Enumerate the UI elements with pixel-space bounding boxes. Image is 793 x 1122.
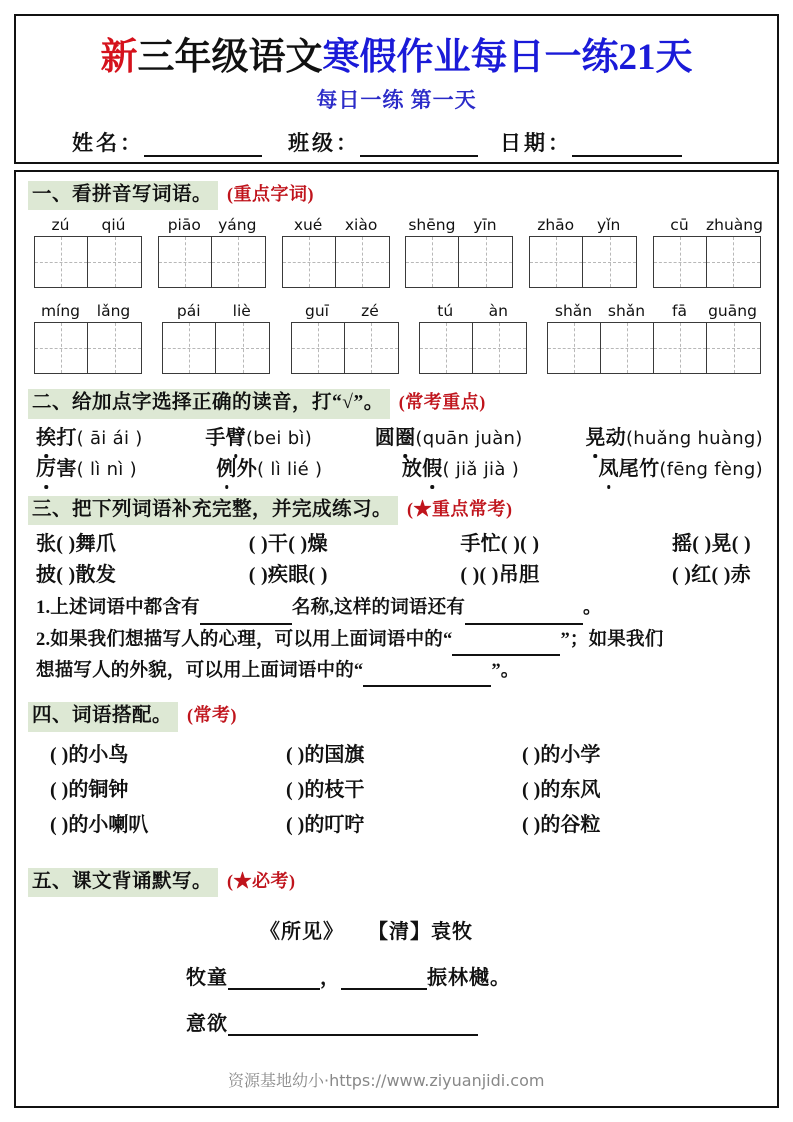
idiom-blank-item[interactable]: 手忙( )( ) xyxy=(460,533,540,556)
collocation-item[interactable]: ( )的小鸟 xyxy=(50,743,129,766)
pronunciation-item[interactable] xyxy=(375,423,523,454)
pinyin-label: shǎn xyxy=(607,302,646,321)
word-suffix: 害 xyxy=(56,457,77,480)
reading-options[interactable]: ( jiǎ jià ) xyxy=(442,458,520,480)
section-3-row-1 xyxy=(28,529,765,560)
title-part-black: 三年级语文 xyxy=(137,37,323,78)
pinyin-label: lǎng xyxy=(96,302,131,321)
tianzige-cell[interactable] xyxy=(88,323,141,373)
section-3-question-2-cont xyxy=(28,656,765,687)
tianzige-cell[interactable] xyxy=(345,323,398,373)
tianzige-cell[interactable] xyxy=(159,237,212,287)
watermark-text: 资源基地幼小·https://www.ziyuanjidi.com xyxy=(228,1071,545,1090)
dotted-char: 假 xyxy=(422,454,442,485)
verse2-text-a: 意欲 xyxy=(186,1013,228,1036)
tianzige-cell[interactable] xyxy=(420,323,473,373)
section-3-row-2 xyxy=(28,560,765,591)
dotted-char: 例 xyxy=(216,454,236,485)
poem-title-line xyxy=(28,915,765,944)
pinyin-label: xiào xyxy=(344,216,378,235)
pinyin-label: zhuàng xyxy=(705,216,763,235)
poem-title: 《所见》 xyxy=(260,921,344,944)
pinyin-label: zú xyxy=(51,216,70,235)
pinyin-label: pái xyxy=(176,302,201,321)
collocation-item[interactable]: ( )的铜钟 xyxy=(50,778,129,801)
reading-options[interactable]: ( āi ái ) xyxy=(76,427,143,449)
tianzige-cell[interactable] xyxy=(583,237,636,287)
pronunciation-item[interactable] xyxy=(216,454,322,485)
pinyin-row-2 xyxy=(28,302,765,374)
tianzige-cell[interactable] xyxy=(707,237,760,287)
section-4-row-3 xyxy=(28,808,765,843)
tianzige-cell[interactable] xyxy=(212,237,265,287)
reading-options[interactable]: ( lì lié ) xyxy=(257,458,323,480)
section-5-title: 五、课文背诵默写。 xyxy=(28,868,218,897)
verse2-blank-1[interactable] xyxy=(228,1034,478,1036)
exercise-body xyxy=(14,170,779,1108)
pronunciation-item[interactable] xyxy=(36,454,137,485)
section-4-tag: (常考) xyxy=(187,705,238,726)
q2-text-a: 2.如果我们想描写人的心理，可以用上面词语中的“ xyxy=(36,629,453,650)
q2-blank-2[interactable] xyxy=(363,685,491,687)
tianzige-cell[interactable] xyxy=(88,237,141,287)
tianzige-cell[interactable] xyxy=(530,237,583,287)
section-4-row-2 xyxy=(28,773,765,808)
idiom-blank-item[interactable]: ( )疾眼( ) xyxy=(248,564,328,587)
collocation-item[interactable]: ( )的谷粒 xyxy=(522,813,601,836)
section-5-heading xyxy=(28,867,765,897)
collocation-item[interactable]: ( )的东风 xyxy=(522,778,601,801)
section-3-question-2 xyxy=(28,625,765,656)
pinyin-group xyxy=(419,302,527,374)
tianzige-cell[interactable] xyxy=(654,323,707,373)
q2-text-d: ”。 xyxy=(491,661,520,681)
tianzige-cell[interactable] xyxy=(459,237,512,287)
pinyin-group xyxy=(158,216,266,288)
section-3-heading xyxy=(28,495,765,525)
section-2-title: 二、给加点字选择正确的读音，打“√”。 xyxy=(28,389,390,418)
collocation-item[interactable]: ( )的国旗 xyxy=(286,743,365,766)
page-subtitle: 每日一练 第一天 xyxy=(316,88,477,112)
tianzige-cell[interactable] xyxy=(35,237,88,287)
dotted-char: 凤 xyxy=(598,454,618,485)
pinyin-group xyxy=(547,302,761,374)
class-field[interactable] xyxy=(360,155,478,157)
tianzige-cell[interactable] xyxy=(216,323,269,373)
tianzige-cell[interactable] xyxy=(292,323,345,373)
tianzige-cell[interactable] xyxy=(473,323,526,373)
pinyin-label: fā xyxy=(672,302,687,321)
word-prefix: 圆 xyxy=(374,426,396,449)
tianzige-cell[interactable] xyxy=(163,323,216,373)
section-2-row-2 xyxy=(28,454,765,485)
section-4-title: 四、词语搭配。 xyxy=(28,702,178,731)
pinyin-label: míng xyxy=(40,302,81,321)
dotted-char: 厉 xyxy=(36,454,56,485)
pinyin-label: guāng xyxy=(708,302,757,321)
q2-text-b: ”；如果我们 xyxy=(560,629,664,650)
pinyin-label: zhāo xyxy=(537,216,575,235)
pinyin-label: zé xyxy=(361,302,379,321)
q1-text-a: 1.上述词语中都含有 xyxy=(36,598,200,619)
pronunciation-item[interactable] xyxy=(402,454,519,485)
title-part-blue: 寒假作业每日一练21天 xyxy=(322,37,693,78)
page-title xyxy=(16,26,777,80)
poem-verse-2 xyxy=(28,1007,765,1036)
q2-text-c: 想描写人的外貌，可以用上面词语中的“ xyxy=(36,661,364,681)
poem-author: 袁牧 xyxy=(431,921,473,944)
dotted-char: 臂 xyxy=(226,423,246,454)
pinyin-group xyxy=(162,302,270,374)
name-label: 姓名： xyxy=(72,131,144,155)
word-suffix: 打 xyxy=(56,426,77,449)
tianzige-cell[interactable] xyxy=(35,323,88,373)
reading-options[interactable]: (huǎng huàng) xyxy=(625,427,763,449)
section-2-heading xyxy=(28,388,765,418)
pinyin-writing-block xyxy=(28,216,765,374)
pronunciation-item[interactable] xyxy=(36,423,143,454)
verse1-comma: ， xyxy=(320,967,341,990)
pinyin-label: qiú xyxy=(101,216,126,235)
dotted-char: 挨 xyxy=(36,423,56,454)
pinyin-group xyxy=(282,216,390,288)
pinyin-label: guī xyxy=(305,302,329,321)
tianzige-cell[interactable] xyxy=(707,323,760,373)
class-label: 班级： xyxy=(288,131,360,155)
dotted-char: 晃 xyxy=(585,423,605,454)
reading-options[interactable]: ( lì nì ) xyxy=(76,458,137,480)
pinyin-group xyxy=(653,216,761,288)
poem-verse-1 xyxy=(28,961,765,990)
idiom-blank-item[interactable]: 摇( )晃( ) xyxy=(671,533,751,556)
pinyin-label: piāo xyxy=(167,216,201,235)
tianzige-cell[interactable] xyxy=(548,323,601,373)
header-box xyxy=(14,14,779,164)
pronunciation-item[interactable] xyxy=(585,423,763,454)
reading-options[interactable]: (quān juàn) xyxy=(415,427,523,449)
name-field[interactable] xyxy=(144,155,262,157)
word-prefix: 手 xyxy=(205,426,226,449)
collocation-item[interactable]: ( )的叮咛 xyxy=(286,813,365,836)
idiom-blank-item[interactable]: ( )红( )赤 xyxy=(671,564,751,587)
tianzige-cell[interactable] xyxy=(406,237,459,287)
pronunciation-item[interactable] xyxy=(205,423,312,454)
pinyin-label: yīn xyxy=(473,216,497,235)
section-1-tag: (重点字词) xyxy=(227,184,315,204)
pinyin-label: shǎn xyxy=(554,302,593,321)
pinyin-label: àn xyxy=(488,302,508,321)
pinyin-group xyxy=(405,216,513,288)
pinyin-group xyxy=(291,302,399,374)
q1-text-c: 。 xyxy=(583,598,602,619)
verse1-text-a: 牧童 xyxy=(186,967,228,990)
pinyin-label: tú xyxy=(437,302,454,321)
section-1-heading xyxy=(28,180,765,210)
section-2-row-1 xyxy=(28,423,765,454)
pinyin-group xyxy=(34,302,142,374)
collocation-item[interactable]: ( )的枝干 xyxy=(286,778,365,801)
student-info-line xyxy=(16,127,777,157)
pinyin-label: liè xyxy=(232,302,251,321)
pinyin-label: yáng xyxy=(218,216,257,235)
title-part-red: 新 xyxy=(100,37,138,78)
section-4-row-1 xyxy=(28,738,765,773)
pinyin-label: cū xyxy=(670,216,689,235)
poem-dynasty: 【清】 xyxy=(368,921,431,944)
section-5-tag: (★必考) xyxy=(227,870,296,891)
pinyin-label: yǐn xyxy=(597,216,621,235)
pronunciation-item[interactable] xyxy=(598,454,762,485)
reading-options[interactable]: (fēng fèng) xyxy=(659,458,763,480)
tianzige-cell[interactable] xyxy=(601,323,654,373)
collocation-item[interactable]: ( )的小学 xyxy=(522,743,601,766)
verse1-blank-2[interactable] xyxy=(341,988,427,990)
word-suffix: 尾竹 xyxy=(618,457,660,480)
section-2-tag: (常考重点) xyxy=(398,392,486,413)
section-3-question-1 xyxy=(28,593,765,624)
word-prefix: 放 xyxy=(401,457,423,480)
tianzige-cell[interactable] xyxy=(336,237,389,287)
idiom-blank-item[interactable]: 张( )舞爪 xyxy=(36,533,117,556)
idiom-blank-item[interactable]: ( )干( )燥 xyxy=(248,533,328,556)
word-suffix: 外 xyxy=(236,457,258,480)
verse1-text-c: 振林樾。 xyxy=(427,967,511,990)
pinyin-group xyxy=(34,216,142,288)
idiom-blank-item[interactable]: 披( )散发 xyxy=(36,564,117,587)
tianzige-cell[interactable] xyxy=(654,237,707,287)
idiom-blank-item[interactable]: ( )( )吊胆 xyxy=(460,564,540,587)
reading-options[interactable]: (bei bì) xyxy=(245,427,313,449)
word-suffix: 动 xyxy=(605,426,626,449)
section-3-tag: (★重点常考) xyxy=(407,498,513,519)
date-field[interactable] xyxy=(572,155,682,157)
dotted-char: 圈 xyxy=(395,423,415,454)
section-3-title: 三、把下列词语补充完整，并完成练习。 xyxy=(28,496,398,525)
q1-text-b: 名称,这样的词语还有 xyxy=(291,598,466,619)
pinyin-label: xué xyxy=(293,216,323,235)
section-4-heading xyxy=(28,701,765,731)
pinyin-row-1 xyxy=(28,216,765,288)
pinyin-group xyxy=(529,216,637,288)
tianzige-cell[interactable] xyxy=(283,237,336,287)
pinyin-label: shēng xyxy=(408,216,456,235)
section-1-title: 一、看拼音写词语。 xyxy=(28,181,218,210)
date-label: 日期： xyxy=(500,131,572,155)
collocation-item[interactable]: ( )的小喇叭 xyxy=(50,813,149,836)
verse1-blank-1[interactable] xyxy=(228,988,320,990)
